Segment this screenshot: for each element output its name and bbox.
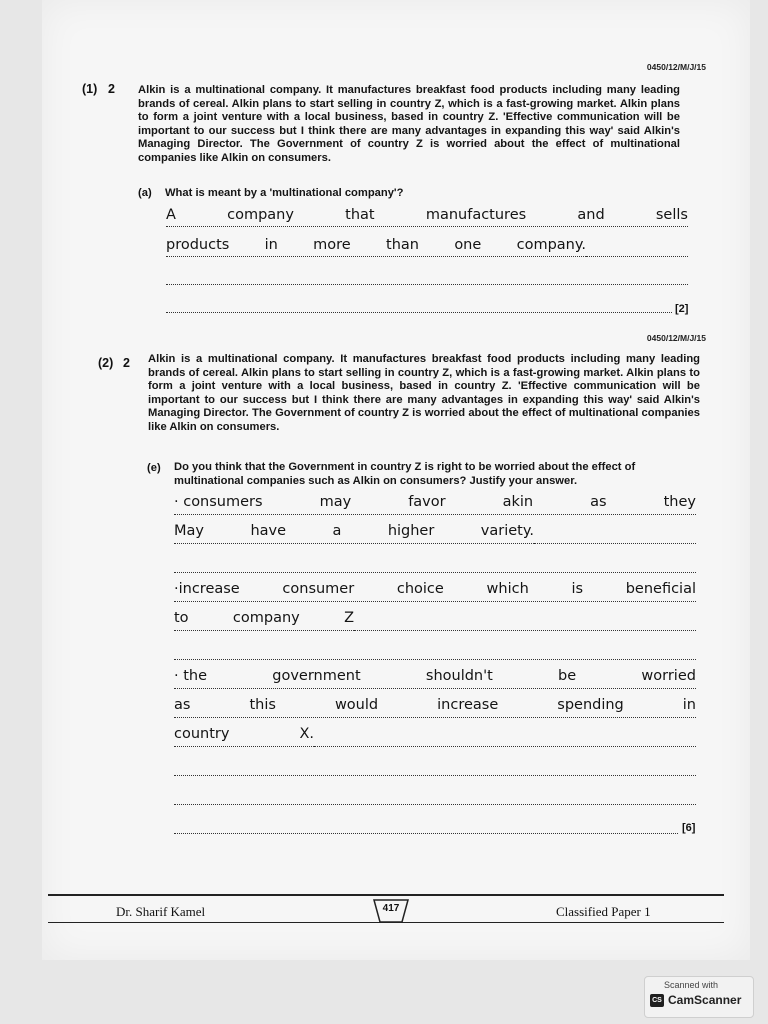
- part-question: What is meant by a 'multinational company'?: [165, 187, 404, 199]
- question-label: (2): [98, 356, 114, 370]
- handwritten-answer: country X.: [174, 726, 314, 742]
- answer-line: [174, 610, 354, 631]
- handwritten-answer: as this would increase spending in: [174, 697, 696, 713]
- answer-line: [586, 256, 688, 257]
- question-stem: Alkin is a multinational company. It manufactures breakfast food products including many leading brands of cereal. Alkin plans to start selling in country Z, which is a fast-growing market. Alkin plans to form a joint venture with a local business, based in country Z. 'Effective communication will be important to our success but I think there are many advantages in expanding this way' said Alkin's Managing Director. The Government of country Z is worried about the effect of multinational companies like Alkin on consumers.: [148, 353, 700, 433]
- footer-title: Classified Paper 1: [556, 904, 651, 919]
- answer-line: [174, 572, 696, 573]
- answer-line: [534, 543, 696, 544]
- question-stem: Alkin is a multinational company. It manufactures breakfast food products including many leading brands of cereal. Alkin plans to start selling in country Z, which is a fast-growing market. Alkin plans to form a joint venture with a local business, based in country Z. 'Effective communication will be important to our success but I think there are many advantages in expanding this way' said Alkin's Managing Director. The Government of country Z is worried about the effect of multinational companies like Alkin on consumers.: [138, 84, 680, 164]
- answer-line: [174, 581, 696, 602]
- handwritten-answer: May have a higher variety.: [174, 523, 534, 539]
- answer-line: [174, 494, 696, 515]
- answer-line: [174, 668, 696, 689]
- camscanner-logo-icon: CS: [650, 994, 664, 1007]
- question-number: 2: [123, 356, 130, 370]
- paper-code: 0450/12/M/J/15: [646, 333, 706, 343]
- part-question: Do you think that the Government in country Z is right to be worried about the effect of multinational companies such as Alkin on consumers? Justify your answer.: [174, 461, 636, 487]
- watermark-caption: Scanned with: [664, 980, 719, 990]
- footer-author: Dr. Sharif Kamel: [116, 904, 206, 919]
- answer-line: [354, 630, 696, 631]
- answer-line: [166, 237, 586, 257]
- marks: [2]: [675, 303, 689, 315]
- question-number: 2: [108, 82, 115, 96]
- question-label: (1): [82, 82, 98, 96]
- footer-rule: [48, 894, 724, 896]
- answer-line: [314, 746, 696, 747]
- handwritten-answer: products in more than one company.: [166, 237, 586, 253]
- answer-line: [174, 659, 696, 660]
- page-number: 417: [382, 903, 400, 914]
- marks: [6]: [682, 822, 696, 834]
- answer-line: [166, 284, 688, 285]
- answer-line: [174, 775, 696, 776]
- answer-line: [174, 804, 696, 805]
- watermark-brand: CamScanner: [668, 993, 742, 1007]
- handwritten-answer: ·increase consumer choice which is beneficial: [174, 581, 696, 597]
- paper-code: 0450/12/M/J/15: [646, 62, 706, 72]
- answer-line: [166, 207, 688, 227]
- handwritten-answer: A company that manufactures and sells: [166, 207, 688, 223]
- answer-line: [166, 312, 672, 313]
- handwritten-answer: · the government shouldn't be worried: [174, 668, 696, 684]
- answer-line: [174, 697, 696, 718]
- answer-line: [174, 833, 678, 834]
- answer-line: [174, 523, 534, 544]
- part-label: (e): [147, 462, 161, 474]
- handwritten-answer: · consumers may favor akin as they: [174, 494, 696, 510]
- answer-line: [174, 726, 314, 747]
- part-label: (a): [138, 187, 152, 199]
- handwritten-answer: to company Z: [174, 610, 354, 626]
